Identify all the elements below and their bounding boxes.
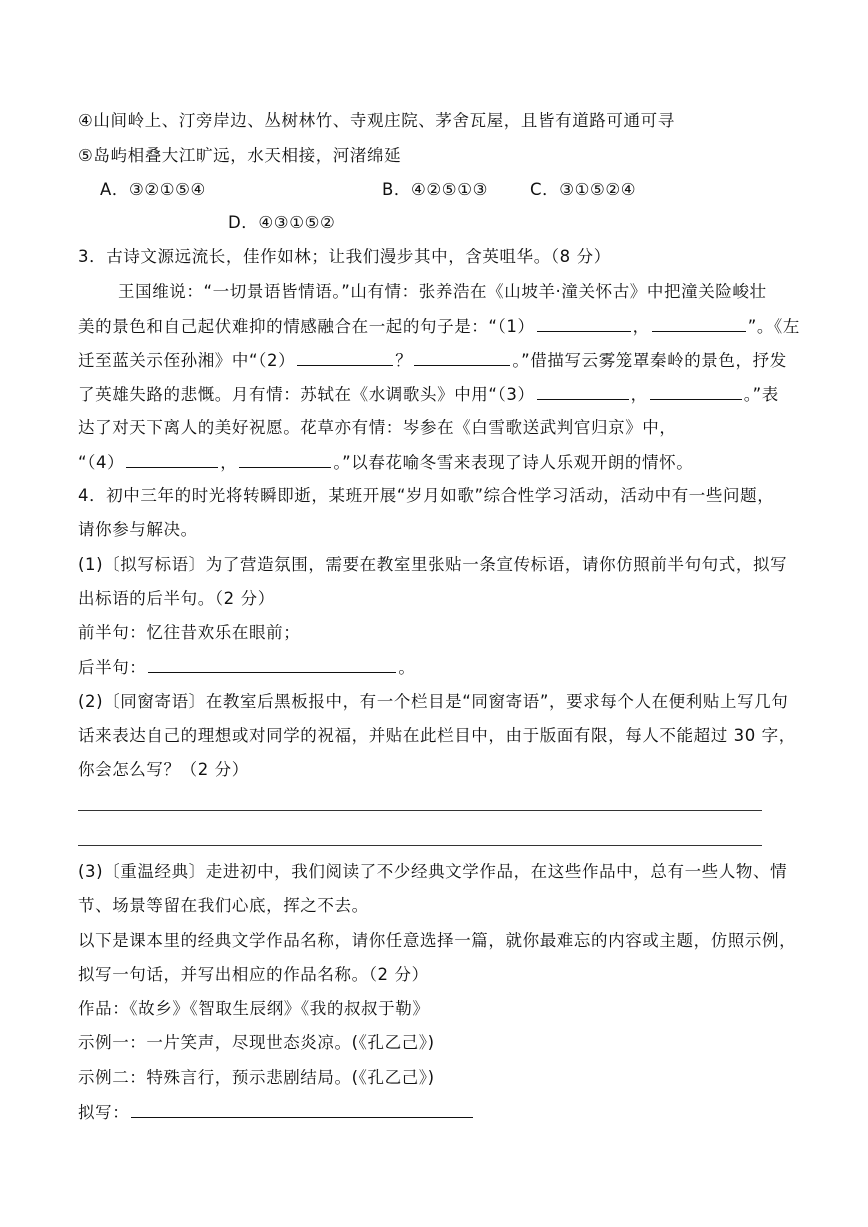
choice-b: B．④②⑤①③ bbox=[382, 180, 488, 199]
q3-line-5: 达了对天下离人的美好祝愿。花草亦有情：岑参在《白雪歌送武判官归京》中， bbox=[78, 418, 677, 437]
q3-text: ， bbox=[630, 385, 648, 404]
option-5-text: ⑤岛屿相叠大江旷远，水天相接，河渚绵延 bbox=[78, 146, 402, 165]
q3-line-1: 王国维说：“一切景语皆情语。”山有情：张养浩在《山坡羊·潼关怀古》中把潼关险峻壮 bbox=[118, 282, 767, 301]
q3-line-3 bbox=[78, 350, 787, 370]
q3-line-6 bbox=[78, 452, 693, 472]
answer-blank[interactable] bbox=[537, 316, 631, 332]
option-4-text: ④山间岭上、汀旁岸边、丛树林竹、寺观庄院、茅舍瓦屋，且皆有道路可通可寻 bbox=[78, 111, 675, 130]
q4-part2-line1: (2)〔同窗寄语〕在教室后黑板报中，有一个栏目是“同窗寄语”，要求每个人在便利贴上写几句 bbox=[78, 692, 789, 711]
q4-part3-line2: 节、场景等留在我们心底，挥之不去。 bbox=[78, 896, 369, 915]
q4-part1-line2: 出标语的后半句。（2 分） bbox=[78, 589, 275, 608]
q3-line-2 bbox=[78, 316, 800, 336]
q4-part3-line1: (3)〔重温经典〕走进初中，我们阅读了不少经典文学作品，在这些作品中，总有一些人物、情 bbox=[78, 862, 788, 881]
choice-c: C．③①⑤②④ bbox=[530, 180, 637, 199]
answer-line[interactable] bbox=[78, 845, 762, 846]
q4-part3-line3: 以下是课本里的经典文学作品名称，请你任意选择一篇，就你最难忘的内容或主题，仿照示例， bbox=[78, 931, 797, 950]
q3-text: 迁至蓝关示侄孙湘》中“（2） bbox=[78, 351, 296, 370]
question-4-title-cont: 请你参与解决。 bbox=[78, 520, 198, 539]
q3-text: ？ bbox=[395, 351, 413, 370]
answer-blank[interactable] bbox=[131, 1102, 473, 1118]
imitate-label: 拟写： bbox=[78, 1103, 130, 1122]
answer-blank[interactable] bbox=[148, 657, 396, 673]
q3-text: 美的景色和自己起伏难抑的情感融合在一起的句子是：“（1） bbox=[78, 317, 535, 336]
q3-text: ， bbox=[632, 317, 650, 336]
answer-blank[interactable] bbox=[297, 350, 393, 366]
q3-text: 。”借描写云雾笼罩秦岭的景色，抒发 bbox=[512, 351, 787, 370]
example-2: 示例二：特殊言行，预示悲剧结局。(《孔乙己》) bbox=[78, 1068, 435, 1087]
choice-d: D．④③①⑤② bbox=[228, 213, 336, 232]
first-half-sentence: 前半句：忆往昔欢乐在眼前； bbox=[78, 623, 301, 642]
q4-part2-line2: 话来表达自己的理想或对同学的祝福，并贴在此栏目中，由于版面有限，每人不能超过 30 字， bbox=[78, 726, 796, 745]
answer-blank[interactable] bbox=[414, 350, 510, 366]
answer-line[interactable] bbox=[78, 810, 762, 811]
q3-text: 。”以春花喻冬雪来表现了诗人乐观开朗的情怀。 bbox=[333, 453, 694, 472]
q3-text: 了英雄失路的悲慨。月有情：苏轼在《水调歌头》中用“（3） bbox=[78, 385, 535, 404]
period: 。 bbox=[398, 658, 416, 677]
q4-part2-line3: 你会怎么写？（2 分） bbox=[78, 760, 249, 779]
imitate-line bbox=[78, 1102, 475, 1122]
q4-part3-line4: 拟写一句话，并写出相应的作品名称。（2 分） bbox=[78, 965, 429, 984]
example-1: 示例一：一片笑声，尽现世态炎凉。(《孔乙己》) bbox=[78, 1033, 435, 1052]
answer-blank[interactable] bbox=[652, 316, 746, 332]
choice-a: A．③②①⑤④ bbox=[100, 180, 206, 199]
q3-text: ， bbox=[220, 453, 238, 472]
q3-text: 。”表 bbox=[743, 385, 779, 404]
q3-line-4 bbox=[78, 384, 779, 404]
second-half-line bbox=[78, 657, 416, 677]
question-3-title: 3．古诗文源远流长，佳作如林；让我们漫步其中，含英咀华。（8 分） bbox=[78, 247, 611, 266]
q3-text: ”。《左 bbox=[747, 317, 800, 336]
answer-blank[interactable] bbox=[126, 452, 218, 468]
answer-blank[interactable] bbox=[239, 452, 331, 468]
q4-part1-line1: (1)〔拟写标语〕为了营造氛围，需要在教室里张贴一条宣传标语，请你仿照前半句句式，拟写 bbox=[78, 555, 788, 574]
answer-blank[interactable] bbox=[537, 384, 629, 400]
answer-blank[interactable] bbox=[650, 384, 742, 400]
second-half-label: 后半句： bbox=[78, 658, 147, 677]
works-list: 作品：《故乡》《智取生辰纲》《我的叔叔于勒》 bbox=[78, 999, 430, 1018]
question-4-title: 4．初中三年的时光将转瞬即逝，某班开展“岁月如歌”综合性学习活动，活动中有一些问题， bbox=[78, 486, 775, 505]
q3-text: “（4） bbox=[78, 453, 125, 472]
